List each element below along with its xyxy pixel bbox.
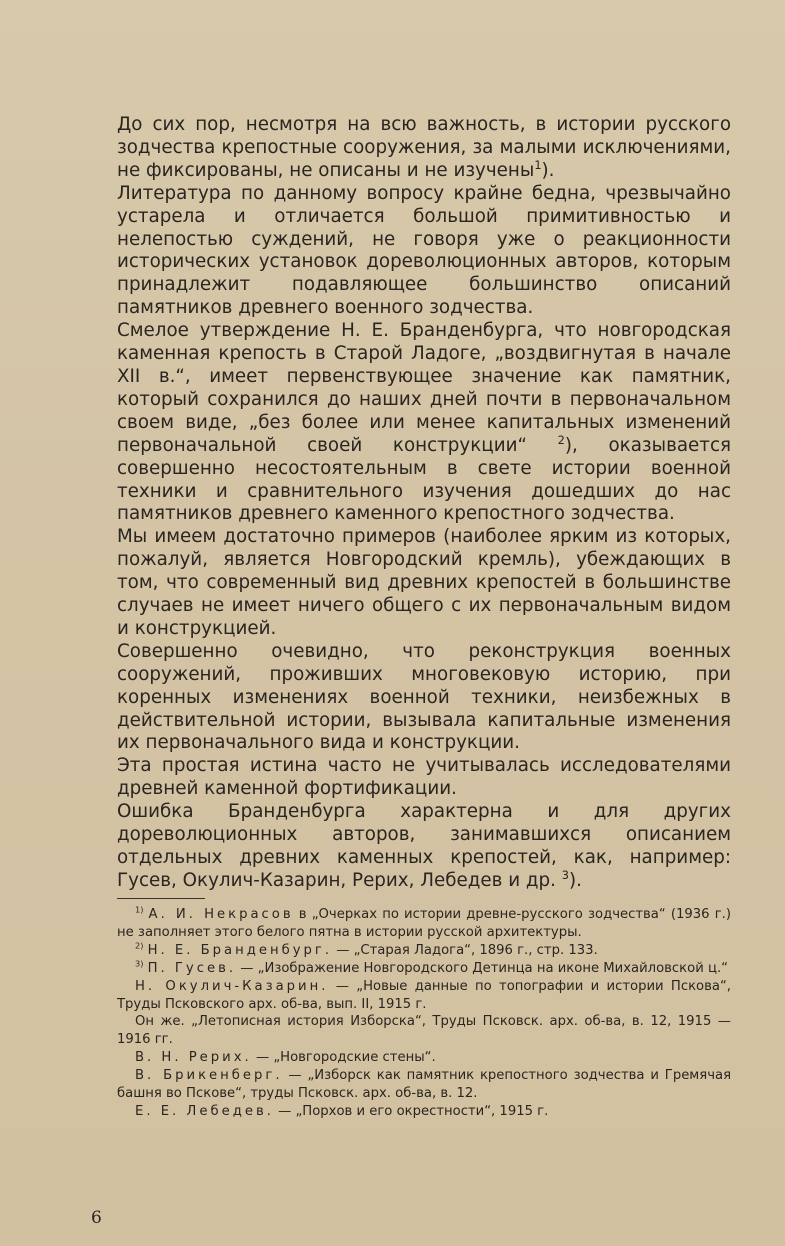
- paragraph: До сих пор, несмотря на всю важность, в истории русского зодчества крепостные сооружения, за малыми исключениями, не фиксированы, не описаны и не изучены$^1$).: [117, 114, 731, 181]
- footnote-author: Н. Окулич-Казарин.: [135, 978, 329, 994]
- footnote-ref: 2: [557, 432, 565, 447]
- paragraph: [117, 183, 731, 320]
- footnote-mark: 3): [135, 958, 144, 969]
- paragraph: [117, 526, 731, 641]
- footnote: [117, 906, 731, 942]
- paragraph-tail: , оказывается совершенно несостоятельным в свете истории военной техники и сравнительного изучения дошедших до нас памятников древнего каменного крепостного зодчества.: [117, 434, 731, 525]
- footnote-author: В. Н. Рерих.: [135, 1050, 252, 1066]
- paragraph: Ошибка Бранденбурга характерна и для других дореволюционных авторов, занимавшихся описанием отдельных древних каменных крепостей, как, например: Гусев, Окулич-Казарин, Рерих, Лебедев и др. $^3$).: [117, 801, 731, 891]
- paragraph: [117, 641, 731, 756]
- paragraph-text: Эта простая истина часто не учитывалась исследователями древней каменной фортификации.: [117, 755, 731, 800]
- footnote-author: А. И. Некрасов: [148, 907, 294, 922]
- paragraph-text: Литература по данному вопросу крайне бедна, чрезвычайно устарела и отличается большой примитивностью и нелепостью суждений, не говоря уже о реакционности исторических установок дореволюционных авторов, которым принадлежит подавляющее большинство описаний памятников древнего военного зодчества.: [117, 182, 731, 319]
- footnote-text: в „Очерках по истории древне-русского зодчества“ (1936 г.) не заполняет этого белого пятна в истории русской архитектуры.: [117, 907, 731, 940]
- footnote: [117, 1103, 731, 1121]
- paragraph-tail: .: [576, 869, 582, 891]
- footnote-ref: 1: [534, 157, 542, 172]
- paragraph-text: До сих пор, несмотря на всю важность, в истории русского зодчества крепостные сооружения, за малыми исключениями, не фиксированы, не описаны и не изучены: [117, 114, 731, 181]
- footnote-text: — „Новгородские стены“.: [251, 1050, 436, 1066]
- paragraph: Смелое утверждение Н. Е. Бранденбурга, что новгородская каменная крепость в Старой Ладоге, „воздвигнутая в начале XII в.“, имеет первенствующее значение как памятник, который сохранился до наших дней почти в первоначальном своем виде, „без более или менее капитальных изменений первоначальной своей конструкции“ $^2$), оказывается совершенно несостоятельным в свете истории военной техники и сравнительного изучения дошедших до нас памятников древнего каменного крепостного зодчества.: [117, 320, 731, 525]
- footnote-mark: 2): [135, 940, 144, 951]
- footnote-author: П. Гусев.: [147, 960, 237, 976]
- footnote-text: — „Порхов и его окрестности“, 1915 г.: [273, 1103, 549, 1119]
- footnote: [117, 942, 731, 960]
- main-text: [117, 114, 731, 893]
- page-number: 6: [91, 1208, 102, 1228]
- footnote: [117, 978, 731, 1014]
- footnote-mark: 1): [135, 904, 144, 915]
- paragraph-tail: .: [548, 159, 555, 181]
- footnote: [117, 1067, 731, 1103]
- footnote-author: Е. Е. Лебедев.: [135, 1103, 274, 1119]
- footnote-text: Он же. „Летописная история Изборска“, Труды Псковск. арх. об-ва, в. 12, 1915 — 1916 гг.: [117, 1014, 731, 1048]
- footnote: [117, 960, 731, 978]
- footnote: [117, 1013, 731, 1049]
- footnote: [117, 1049, 731, 1067]
- footnote-ref: 3: [561, 867, 570, 882]
- footnote-text: — „Изображение Новгородского Детинца на иконе Михайловской ц.“: [236, 960, 728, 976]
- footnote-text: — „Старая Ладога“, 1896 г., стр. 133.: [332, 942, 598, 958]
- paragraph-text: Совершенно очевидно, что реконструкция военных сооружений, проживших многовековую историю, при коренных изменениях военной техники, неизбежных в действительной истории, вызывала капитальные изменения их первоначального вида и конструкции.: [117, 640, 731, 754]
- paragraph-text: Ошибка Бранденбурга характерна и для других дореволюционных авторов, занимавшихся описанием отдельных древних каменных крепостей, как, например: Гусев, Окулич-Казарин, Рерих, Лебедев и др.: [117, 801, 731, 891]
- footnote-divider: [117, 898, 205, 899]
- paragraph-text: Мы имеем достаточно примеров (наиболее ярким из которых, пожалуй, является Новгородский кремль), убеждающих в том, что современный вид древних крепостей в большинстве случаев не имеет ничего общего с их первоначальным видом и конструкцией.: [117, 526, 731, 639]
- footnotes: [117, 906, 731, 1121]
- footnote-author: В. Брикенберг.: [135, 1068, 283, 1084]
- paragraph: [117, 755, 731, 801]
- footnote-text: — „Новые данные по топографии и истории Пскова“, Труды Псковского арх. об-ва, вып. II, 1915 г.: [117, 978, 732, 1012]
- footnote-author: Н. Е. Бранденбург.: [147, 942, 333, 958]
- paragraph-text: Смелое утверждение Н. Е. Бранденбурга, что новгородская каменная крепость в Старой Ладоге, „воздвигнутая в начале XII в.“, имеет первенствующее значение как памятник, который сохранился до наших дней почти в первоначальном своем виде, „без более или менее капитальных изменений первоначальной своей конструкции“: [117, 320, 731, 456]
- footnote-text: — „Изборск как памятник крепостного зодчества и Гремячая башня во Пскове“, труды Псковск. арх. об-ва, в. 12.: [117, 1068, 731, 1102]
